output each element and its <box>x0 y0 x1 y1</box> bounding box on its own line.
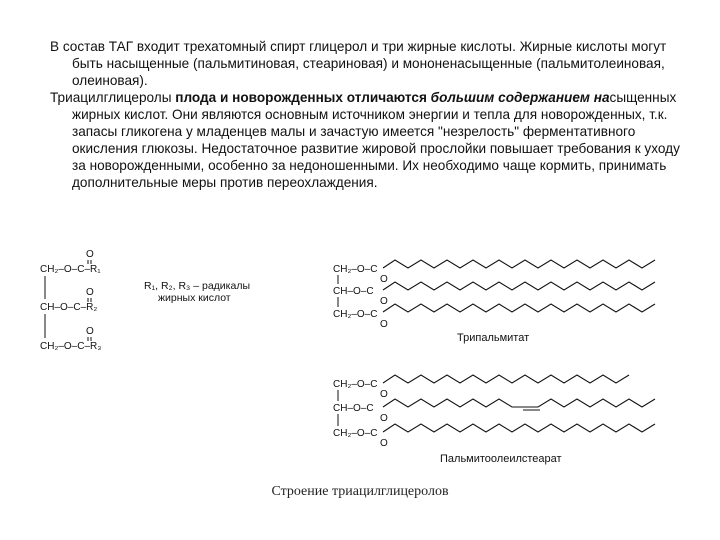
oleate-chain <box>383 399 655 407</box>
palmitate-chain-2 <box>383 282 655 290</box>
figure-caption: Строение триацилглицеролов <box>271 484 449 499</box>
oxygen-atom: O <box>380 296 388 307</box>
emphasis-bold: плода и новорожденных отличаются <box>175 90 431 105</box>
oxygen-atom: O <box>86 326 94 337</box>
glycerol-row: CH–O–C <box>333 403 374 414</box>
mixed-tag-name: Пальмитоолеилстеарат <box>440 453 562 465</box>
radical-legend: R₁, R₂, R₃ – радикалы <box>144 280 250 292</box>
stearate-chain <box>383 424 655 432</box>
oxygen-atom: O <box>380 389 388 400</box>
oxygen-atom: O <box>86 249 94 260</box>
general-row1: CH₂–O–C–R₁ <box>40 264 101 275</box>
oxygen-atom: O <box>380 274 388 285</box>
glycerol-row: CH–O–C <box>333 286 374 297</box>
oxygen-atom: O <box>380 413 388 424</box>
tripalmitate-name: Трипальмитат <box>457 332 530 344</box>
oxygen-atom: O <box>380 319 388 330</box>
general-row2: CH–O–C–R₂ <box>40 302 98 313</box>
general-formula <box>40 249 250 352</box>
general-row3: CH₂–O–C–R₃ <box>40 341 102 352</box>
glycerol-row: CH₂–O–C <box>333 428 378 439</box>
glycerol-row: CH₂–O–C <box>333 379 378 390</box>
paragraph-part: сыщенных жирных кислот. Они являются основным источником энергии и тепла для новорожденных, т.к. запасы гликогена у младенцев малы и зачастую имеется "незрелость" ферментативного окисления глюкозы. Недостаточное развитие жировой прослойки повышает требования к уходу за новорожденными, особенно за недоношенными. Их необходимо чаще кормить, принимать дополнительные меры против переохлаждения. <box>72 90 680 190</box>
oxygen-atom: O <box>86 287 94 298</box>
emphasis-bold-italic: большим содержанием на <box>430 90 610 105</box>
palmitate-chain-1 <box>383 260 655 268</box>
oxygen-atom: O <box>380 438 388 449</box>
palmitate-chain-3 <box>383 304 655 312</box>
radical-legend: жирных кислот <box>158 292 231 304</box>
tripalmitate-structure <box>333 260 655 344</box>
glycerol-row: CH₂–O–C <box>333 264 378 275</box>
paragraph-composition: В состав ТАГ входит трехатомный спирт глицерол и три жирные кислоты. Жирные кислоты могут быть насыщенные (пальмитиновая, стеариновая) и мононенасыщенные (пальмитолеиновая, олеиновая). <box>50 39 667 88</box>
mixed-tag-structure <box>333 375 655 465</box>
palmitate-chain <box>383 375 629 383</box>
paragraph-part: Триацилглицеролы <box>50 90 176 105</box>
glycerol-row: CH₂–O–C <box>333 309 378 320</box>
